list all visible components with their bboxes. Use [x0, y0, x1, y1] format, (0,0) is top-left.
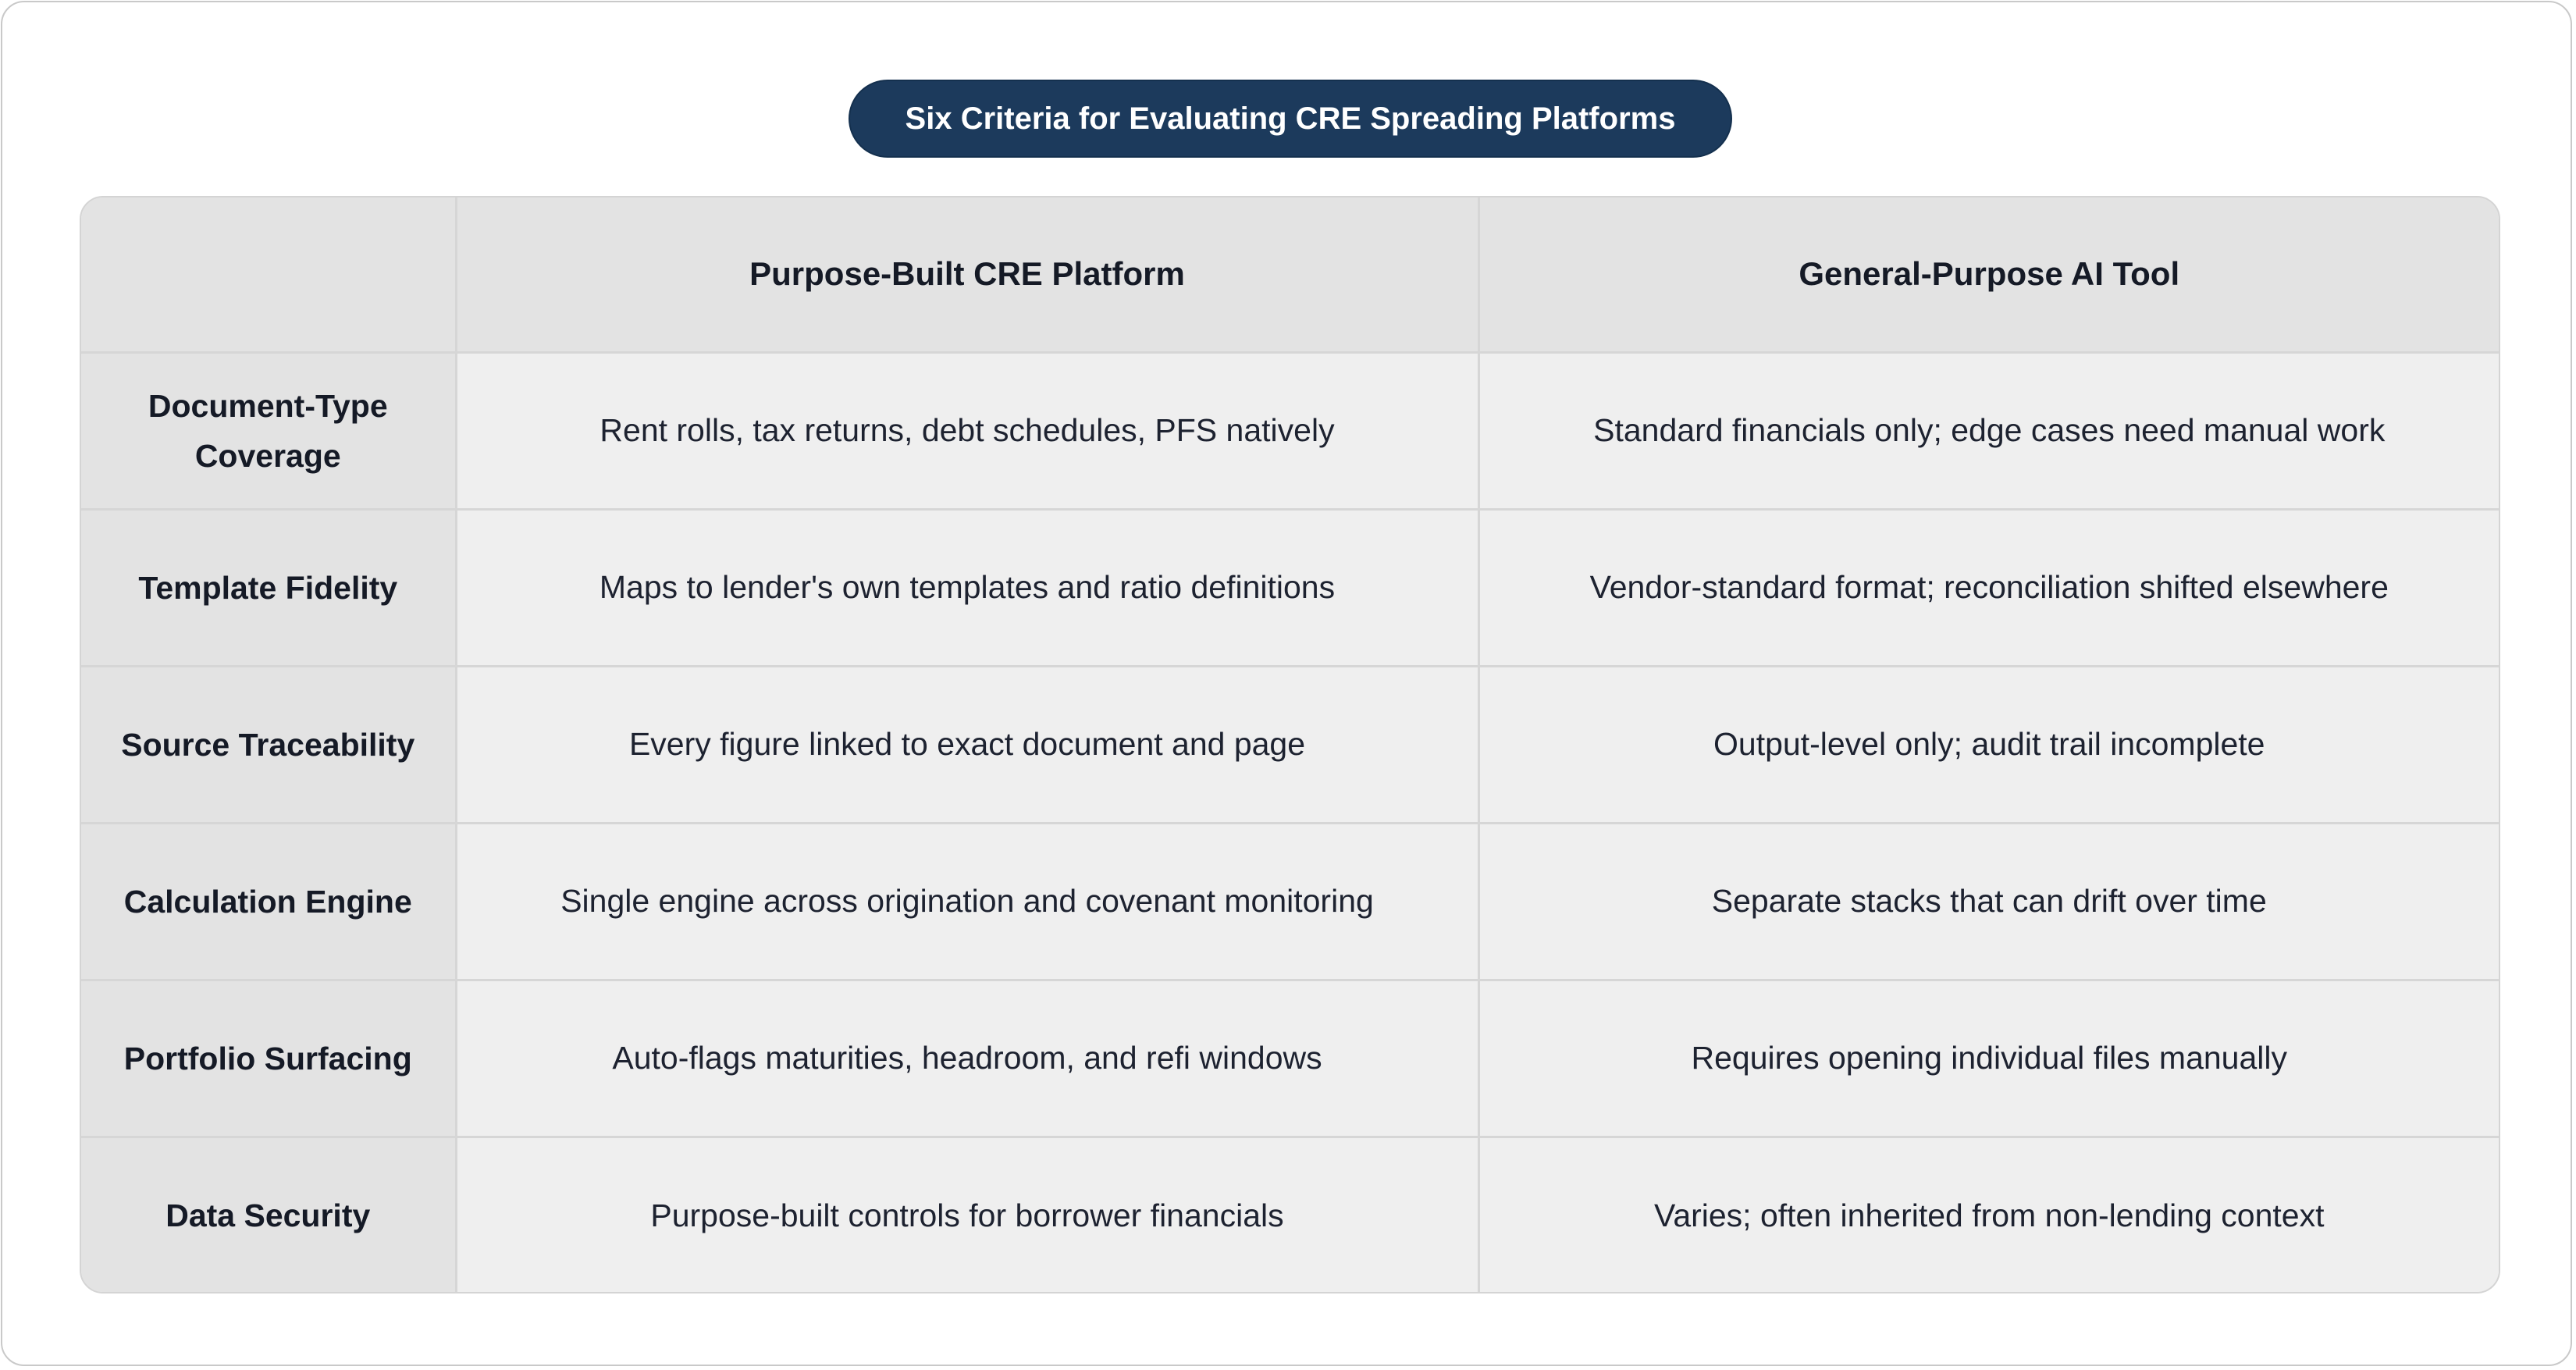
criterion-label: Data Security	[81, 1137, 456, 1293]
criterion-label: Source Traceability	[81, 666, 456, 823]
purpose-built-cell: Purpose-built controls for borrower financials	[456, 1137, 1478, 1293]
header-criteria-column	[81, 197, 456, 352]
table-row	[81, 980, 2499, 1137]
general-purpose-cell: Requires opening individual files manually	[1478, 980, 2499, 1137]
general-purpose-cell: Vendor-standard format; reconciliation shifted elsewhere	[1478, 509, 2499, 666]
header-general-purpose: General-Purpose AI Tool	[1478, 197, 2499, 352]
criterion-text: Document-Type Coverage	[148, 387, 388, 474]
table-row	[81, 666, 2499, 823]
table-row	[81, 509, 2499, 666]
page-frame	[1, 1, 2572, 1366]
criterion-label: Portfolio Surfacing	[81, 980, 456, 1137]
general-purpose-cell: Varies; often inherited from non-lending context	[1478, 1137, 2499, 1293]
criterion-label	[81, 352, 456, 509]
table-row	[81, 823, 2499, 980]
general-purpose-cell: Output-level only; audit trail incomplete	[1478, 666, 2499, 823]
comparison-table-container	[80, 196, 2500, 1293]
comparison-table	[81, 197, 2499, 1293]
criterion-label: Calculation Engine	[81, 823, 456, 980]
purpose-built-cell: Rent rolls, tax returns, debt schedules, PFS natively	[456, 352, 1478, 509]
general-purpose-cell: Separate stacks that can drift over time	[1478, 823, 2499, 980]
table-row	[81, 352, 2499, 509]
purpose-built-cell: Single engine across origination and covenant monitoring	[456, 823, 1478, 980]
purpose-built-cell: Auto-flags maturities, headroom, and refi windows	[456, 980, 1478, 1137]
purpose-built-cell: Maps to lender's own templates and ratio definitions	[456, 509, 1478, 666]
table-header-row	[81, 197, 2499, 352]
header-purpose-built: Purpose-Built CRE Platform	[456, 197, 1478, 352]
criterion-label: Template Fidelity	[81, 509, 456, 666]
purpose-built-cell: Every figure linked to exact document and page	[456, 666, 1478, 823]
page-title: Six Criteria for Evaluating CRE Spreading Platforms	[849, 80, 1732, 158]
general-purpose-cell: Standard financials only; edge cases need manual work	[1478, 352, 2499, 509]
table-row	[81, 1137, 2499, 1293]
